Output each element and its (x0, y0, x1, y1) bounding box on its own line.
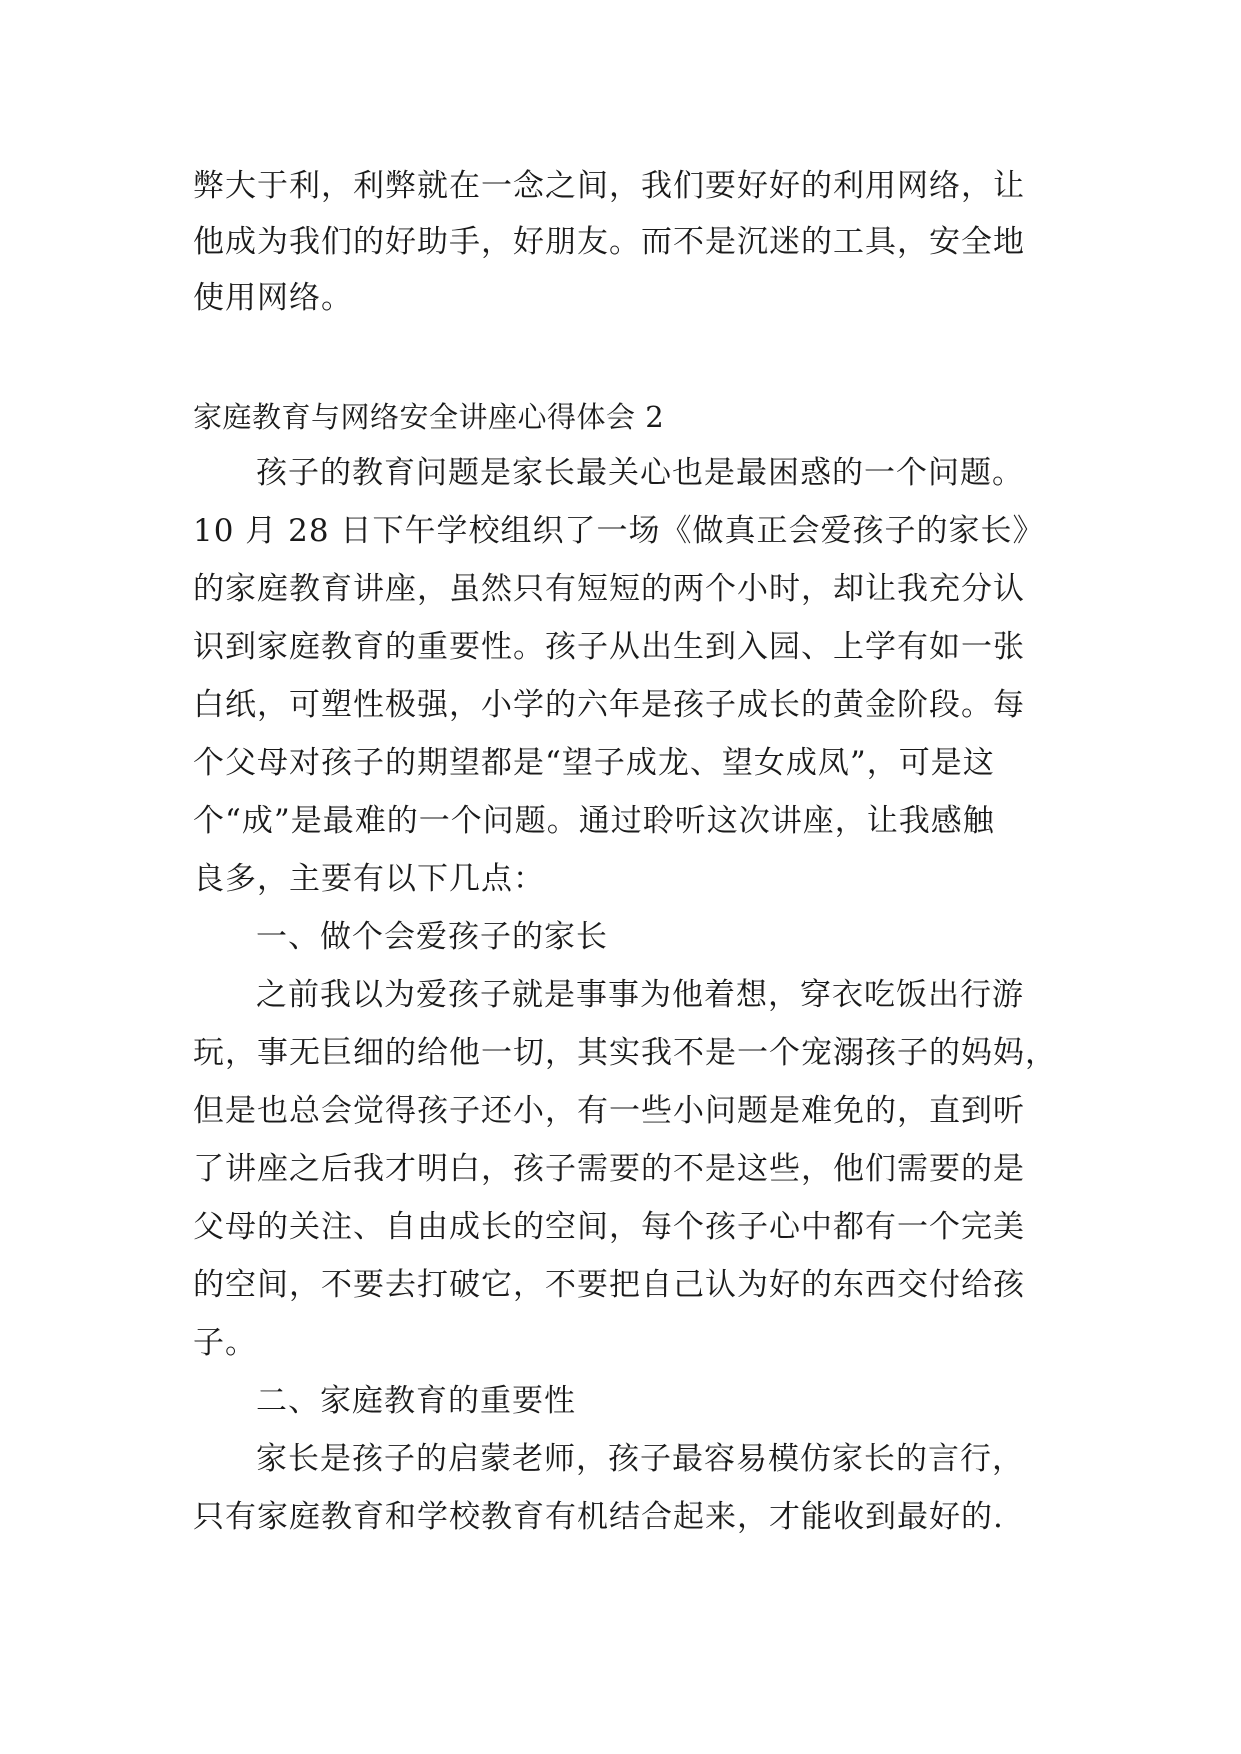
paragraph-line: 弊大于利，利弊就在一念之间，我们要好好的利用网络，让 (193, 168, 1025, 204)
section-heading: 二、家庭教育的重要性 (256, 1383, 576, 1419)
paragraph-line: 他成为我们的好助手，好朋友。而不是沉迷的工具，安全地 (193, 224, 1025, 260)
paragraph-line: 了讲座之后我才明白，孩子需要的不是这些，他们需要的是 (193, 1151, 1025, 1187)
paragraph-line: 玩，事无巨细的给他一切，其实我不是一个宠溺孩子的妈妈， (193, 1035, 1057, 1071)
section-heading: 一、做个会爱孩子的家长 (256, 919, 608, 955)
paragraph-line: 之前我以为爱孩子就是事事为他着想，穿衣吃饭出行游 (256, 977, 1024, 1013)
paragraph-line: 孩子的教育问题是家长最关心也是最困惑的一个问题。 (256, 455, 1024, 491)
paragraph-line: 子。 (193, 1325, 257, 1361)
paragraph-line: 只有家庭教育和学校教育有机结合起来，才能收到最好的. (193, 1499, 1004, 1535)
paragraph-line: 白纸，可塑性极强，小学的六年是孩子成长的黄金阶段。每 (193, 687, 1025, 723)
paragraph-line: 10 月 28 日下午学校组织了一场《做真正会爱孩子的家长》 (193, 513, 1045, 549)
paragraph-line: 的空间，不要去打破它，不要把自己认为好的东西交付给孩 (193, 1267, 1025, 1303)
paragraph-line: 家长是孩子的启蒙老师，孩子最容易模仿家长的言行， (256, 1441, 1024, 1477)
paragraph-line: 个父母对孩子的期望都是“望子成龙、望女成凤”，可是这 (193, 745, 995, 781)
paragraph-line: 使用网络。 (193, 280, 353, 316)
paragraph-line: 良多，主要有以下几点： (193, 861, 545, 897)
paragraph-line: 但是也总会觉得孩子还小，有一些小问题是难免的，直到听 (193, 1093, 1025, 1129)
paragraph-line: 识到家庭教育的重要性。孩子从出生到入园、上学有如一张 (193, 629, 1025, 665)
paragraph-line: 的家庭教育讲座，虽然只有短短的两个小时，却让我充分认 (193, 571, 1025, 607)
document-title: 家庭教育与网络安全讲座心得体会 2 (193, 400, 665, 434)
paragraph-line: 个“成”是最难的一个问题。通过聆听这次讲座，让我感触 (193, 803, 995, 839)
paragraph-line: 父母的关注、自由成长的空间，每个孩子心中都有一个完美 (193, 1209, 1025, 1245)
